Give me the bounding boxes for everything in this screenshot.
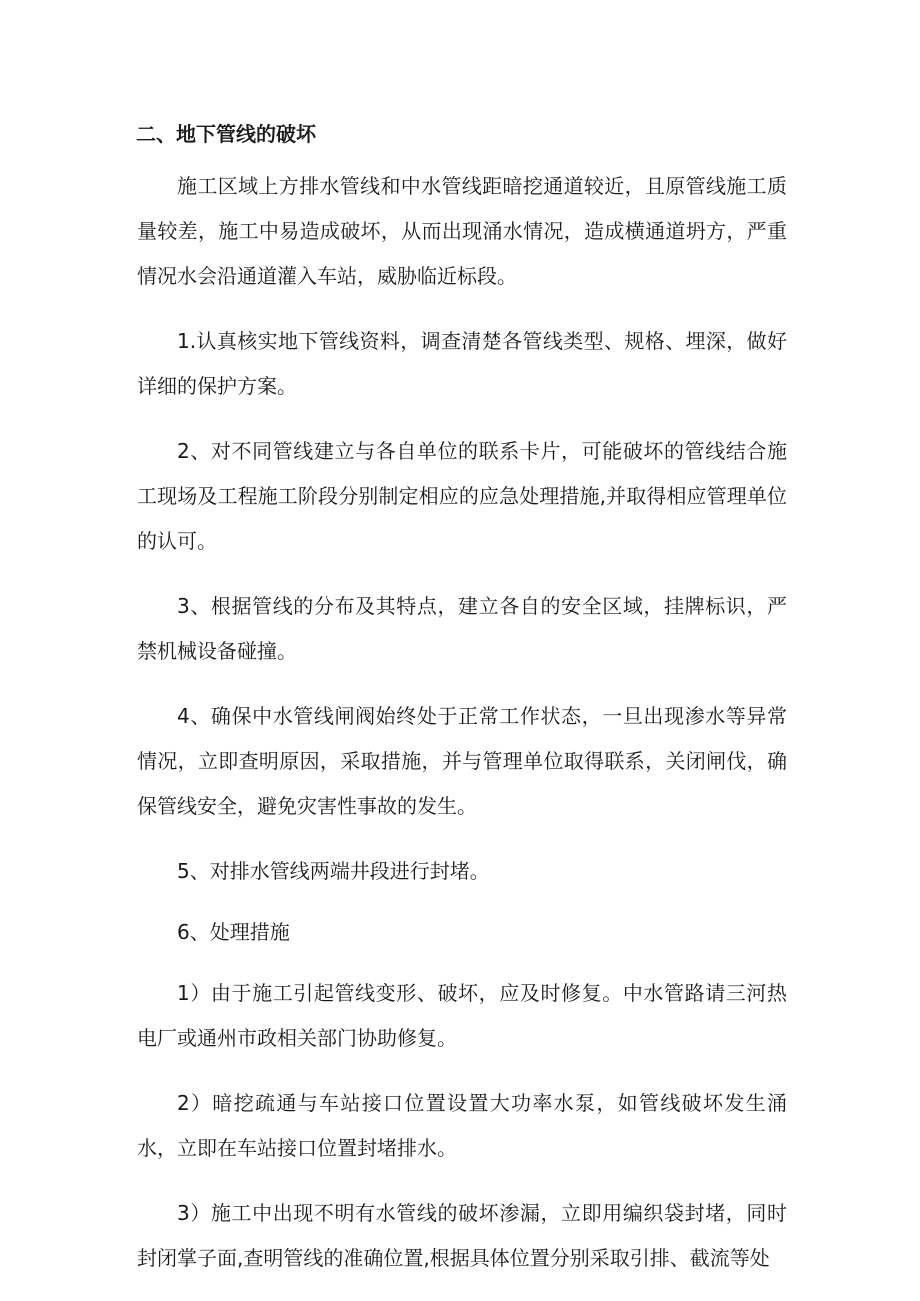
measure-5-paragraph: 5、对排水管线两端井段进行封堵。: [177, 859, 490, 883]
section-heading: 二、地下管线的破坏: [136, 122, 316, 146]
measure-6-heading: 6、处理措施: [177, 920, 290, 944]
document-body: [137, 164, 787, 1301]
treatment-3-paragraph: 3）施工中出现不明有水管线的破坏渗漏，立即用编织袋封堵，同时封闭掌子面,查明管线的准确位置,根据具体位置分别采取引排、截流等处: [137, 1201, 787, 1270]
measure-3-paragraph: 3、根据管线的分布及其特点，建立各自的安全区域，挂牌标识，严禁机械设备碰撞。: [137, 594, 787, 663]
intro-paragraph: 施工区域上方排水管线和中水管线距暗挖通道较近，且原管线施工质量较差，施工中易造成破坏，从而出现涌水情况，造成横通道坍方，严重情况水会沿通道灌入车站，威胁临近标段。: [137, 174, 787, 288]
measure-2-paragraph: 2、对不同管线建立与各自单位的联系卡片，可能破坏的管线结合施工现场及工程施工阶段分别制定相应的应急处理措施,并取得相应管理单位的认可。: [137, 439, 787, 553]
treatment-2-paragraph: 2）暗挖疏通与车站接口位置设置大功率水泵，如管线破坏发生涌水，立即在车站接口位置封堵排水。: [137, 1091, 787, 1160]
measure-4-paragraph: 4、确保中水管线闸阀始终处于正常工作状态，一旦出现渗水等异常情况，立即查明原因，采取措施，并与管理单位取得联系，关闭闸伐，确保管线安全，避免灾害性事故的发生。: [137, 704, 787, 818]
treatment-1-paragraph: 1）由于施工引起管线变形、破坏，应及时修复。中水管路请三河热电厂或通州市政相关部门协助修复。: [137, 981, 787, 1050]
measure-1-paragraph: 1.认真核实地下管线资料，调查清楚各管线类型、规格、埋深，做好详细的保护方案。: [137, 329, 787, 398]
